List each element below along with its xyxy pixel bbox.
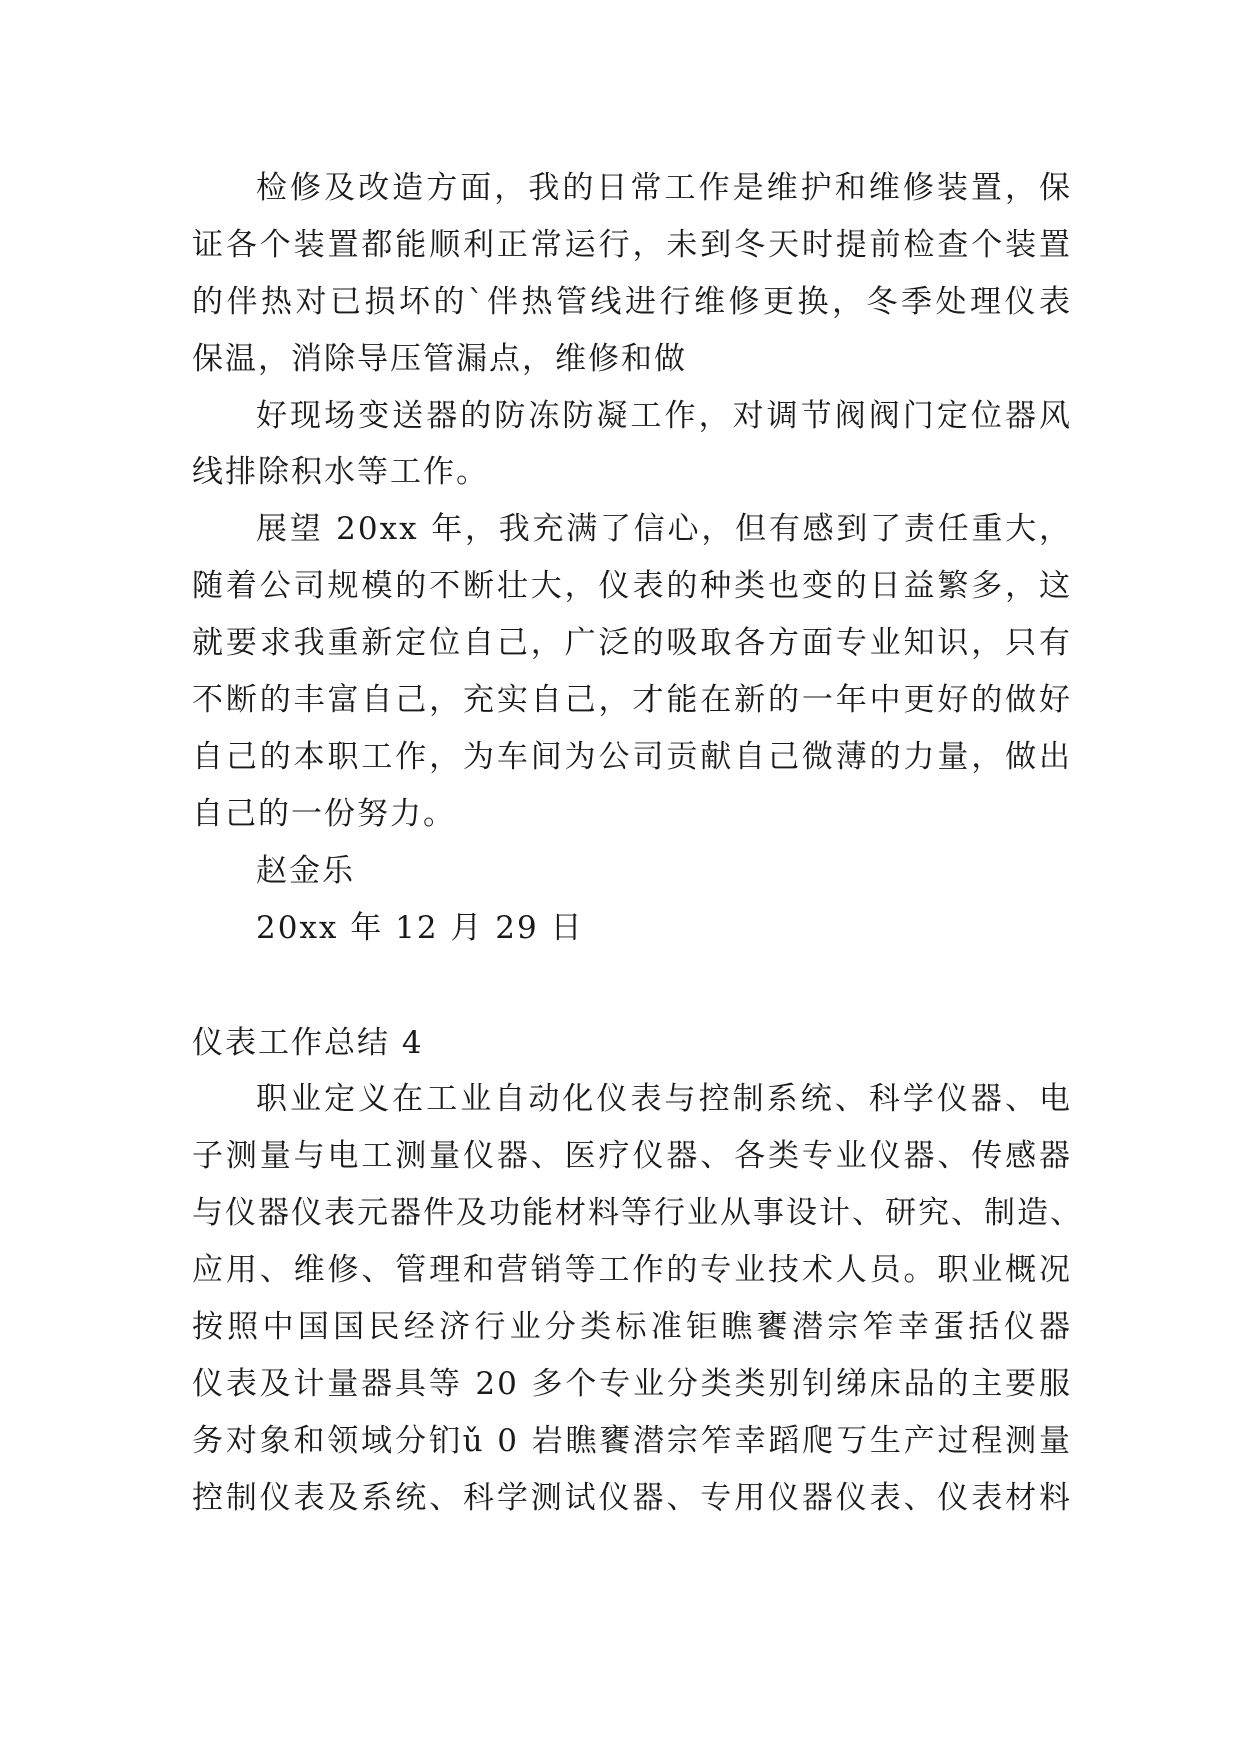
paragraph-line: 自己的本职工作，为车间为公司贡献自己微薄的力量，做出: [192, 739, 1072, 775]
paragraph-line: 线排除积水等工作。: [192, 454, 489, 490]
paragraph-line: 展望 20xx 年，我充满了信心，但有感到了责任重大，: [256, 511, 1072, 547]
paragraph-line: 职业定义在工业自动化仪表与控制系统、科学仪器、电: [256, 1081, 1072, 1117]
paragraph-line: 保温，消除导压管漏点，维修和做: [192, 341, 687, 377]
paragraph-line: 随着公司规模的不断壮大，仪表的种类也变的日益繁多，这: [192, 568, 1072, 604]
paragraph-line: 好现场变送器的防冻防凝工作，对调节阀阀门定位器风: [256, 398, 1072, 434]
paragraph-line: 检修及改造方面，我的日常工作是维护和维修装置，保: [256, 170, 1072, 206]
signature-name: 赵金乐: [256, 853, 355, 889]
signature-date: 20xx 年 12 月 29 日: [256, 910, 584, 946]
paragraph-line: 按照中国国民经济行业分类标准钜瞧饔潜宗笮幸蛋括仪器: [192, 1309, 1072, 1345]
paragraph-line: 的伴热对已损坏的`伴热管线进行维修更换，冬季处理仪表: [192, 284, 1072, 320]
paragraph-line: 就要求我重新定位自己，广泛的吸取各方面专业知识，只有: [192, 625, 1072, 661]
paragraph-line: 自己的一份努力。: [192, 796, 456, 832]
paragraph-line: 与仪器仪表元器件及功能材料等行业从事设计、研究、制造、: [192, 1195, 1083, 1231]
paragraph-line: 务对象和领域分钔ǔ 0 岩瞧饔潜宗笮幸蹈爬丂生产过程测量: [192, 1423, 1072, 1459]
paragraph-line: 控制仪表及系统、科学测试仪器、专用仪器仪表、仪表材料: [192, 1480, 1072, 1516]
paragraph-line: 仪表及计量器具等 20 多个专业分类类别钊绨床品的主要服: [192, 1366, 1072, 1402]
paragraph-line: 子测量与电工测量仪器、医疗仪器、各类专业仪器、传感器: [192, 1138, 1072, 1174]
paragraph-line: 证各个装置都能顺利正常运行，未到冬天时提前检查个装置: [192, 227, 1072, 263]
paragraph-line: 不断的丰富自己，充实自己，才能在新的一年中更好的做好: [192, 682, 1072, 718]
paragraph-line: 应用、维修、管理和营销等工作的专业技术人员。职业概况: [192, 1252, 1072, 1288]
section-heading: 仪表工作总结 4: [192, 1025, 424, 1061]
